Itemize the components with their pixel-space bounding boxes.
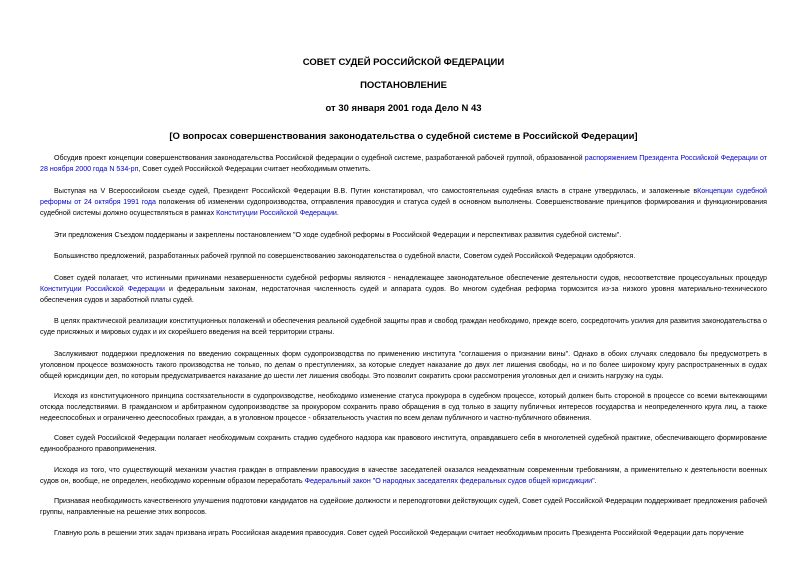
paragraph-text: Обсудив проект концепции совершенствования законодательства Российской федерации о судебной системе, разработанной рабочей группой, образованной [54,154,585,162]
paragraph-5 [40,273,767,306]
paragraph-text: Эти предложения Съездом поддержаны и закреплены постановлением "О ходе судебной реформы в Российской Федерации и перспективах развития судебной системы". [54,231,622,239]
doc-type-title: ПОСТАНОВЛЕНИЕ [360,80,447,91]
paragraph-text: Совет судей Российской Федерации полагает необходимым сохранить стадию судебного надзора как правового института, оправдавшего себя в многолетней судебной практике, обеспечивающего формирование единообразного правоприменения. [40,434,767,453]
document-subject: [О вопросах совершенствования законодательства о судебной системе в Российской Федерации] [169,131,638,142]
paragraph-text: , Совет судей Российской Федерации считает необходимым отметить. [138,165,371,173]
link-constitution[interactable]: Конституции Российской Федерации [216,209,337,217]
paragraph-text: В целях практической реализации конституционных положений и обеспечения реальной судебной защиты прав и свобод граждан необходимо, прежде всего, сосредоточить усилия для развития законодательства о суде присяжных и мировых судах и их скорейшего введения на всей территории страны. [40,317,767,336]
date-line: от 30 января 2001 года Дело N 43 [325,103,482,114]
paragraph-12 [40,528,767,539]
paragraph-text: Исходя из конституционного принципа состязательности в судопроизводстве, необходимо изменение статуса прокурора в судебном процессе, который должен быть стороной в процессе со всеми вытекающими отсюда последствиями. В гражданском и арбитражном судопроизводстве за прокурором сохранить право обращения в суд только в защиту публичных интересов государства и неопределенного круга лиц, а также недееспособных и ограниченно дееспособных граждан, а в уголовном процессе - обязательность участия по всем делам публичного и частно-публичного обвинения. [40,392,767,422]
paragraph-text: и федеральным законам, недостаточная численность судей и аппарата судов. Во многом судебная реформа тормозится из-за низкого уровня материально-технического обеспечения судов и заработной платы судей. [40,285,767,304]
paragraph-3 [40,230,767,241]
link-constitution-2[interactable]: Конституции Российской Федерации [40,285,165,293]
paragraph-11 [40,496,767,518]
link-presidential-order[interactable]: распоряжением Президента Российской Федерации от 28 ноября 2000 года N 534-рп [40,154,768,173]
link-reform-concept[interactable]: Концепции судебной реформы от 24 октября 1991 года [40,187,767,206]
paragraph-9 [40,433,767,455]
paragraph-7 [40,349,767,382]
org-title: СОВЕТ СУДЕЙ РОССИЙСКОЙ ФЕДЕРАЦИИ [302,57,505,68]
paragraph-10 [40,465,767,487]
paragraph-text: Главную роль в решении этих задач призвана играть Российская академия правосудия. Совет судей Российской Федерации считает необходимым просить Президента Российской Федерации дать поручение [54,529,744,537]
paragraph-1 [40,153,767,175]
paragraph-text: . [336,209,339,217]
paragraph-text: . [594,477,597,485]
paragraph-6 [40,316,767,338]
paragraph-text: Заслуживают поддержки предложения по введению сокращенных форм судопроизводства по применению института "соглашения о признании вины". Однако в обоих случаях следовало бы предусмотреть в уголовном процессе возможность такого производства не только, по делам о преступлениях, за которые следует наказание до двух лет лишения свободы, но и по более широкому кругу распространенных в судах общей юрисдикции дел, по которым предусматривается наказание до шести лет лишения свободы. Это позволит сократить сроки рассмотрения уголовных дел и снизить нагрузку на суды. [40,350,767,380]
paragraph-text: Большинство предложений, разработанных рабочей группой по совершенствованию законодательства о судебной власти, Советом судей Российской Федерации одобряются. [54,252,636,260]
paragraph-text: Признавая необходимость качественного улучшения подготовки кандидатов на судейские должности и переподготовки действующих судей, Совет судей Российской Федерации поддерживает предложения рабочей группы, направленные на решение этих вопросов. [40,497,767,516]
paragraph-text: Выступая на V Всероссийском съезде судей, Президент Российской Федерации В.В. Путин констатировал, что самостоятельная судебная власть в стране утвердилась, и заложенные в [54,187,698,195]
paragraph-text: Совет судей полагает, что истинными причинами незавершенности судебной реформы являются - ненадлежащее законодательное обеспечение деятельности судов, несоответствие процессуальных процедур [54,274,767,282]
paragraph-4 [40,251,767,262]
link-assessors-law[interactable]: Федеральный закон "О народных заседателях федеральных судов общей юрисдикции" [304,477,595,485]
paragraph-8 [40,391,767,424]
paragraph-2 [40,186,767,219]
paragraph-text: положения об изменении судопроизводства, отправления правосудия и статуса судей в основном выполнены. Совершенствование принципов формирования и функционирования судебной системы должно осуществляться в рамках [40,198,767,217]
paragraph-text: Исходя из того, что существующий механизм участия граждан в отправлении правосудия в качестве заседателей оказался неадекватным современным требованиям, а применительно к деятельности военных судов он, вообще, не определен, необходимо коренным образом переработать [40,466,767,485]
